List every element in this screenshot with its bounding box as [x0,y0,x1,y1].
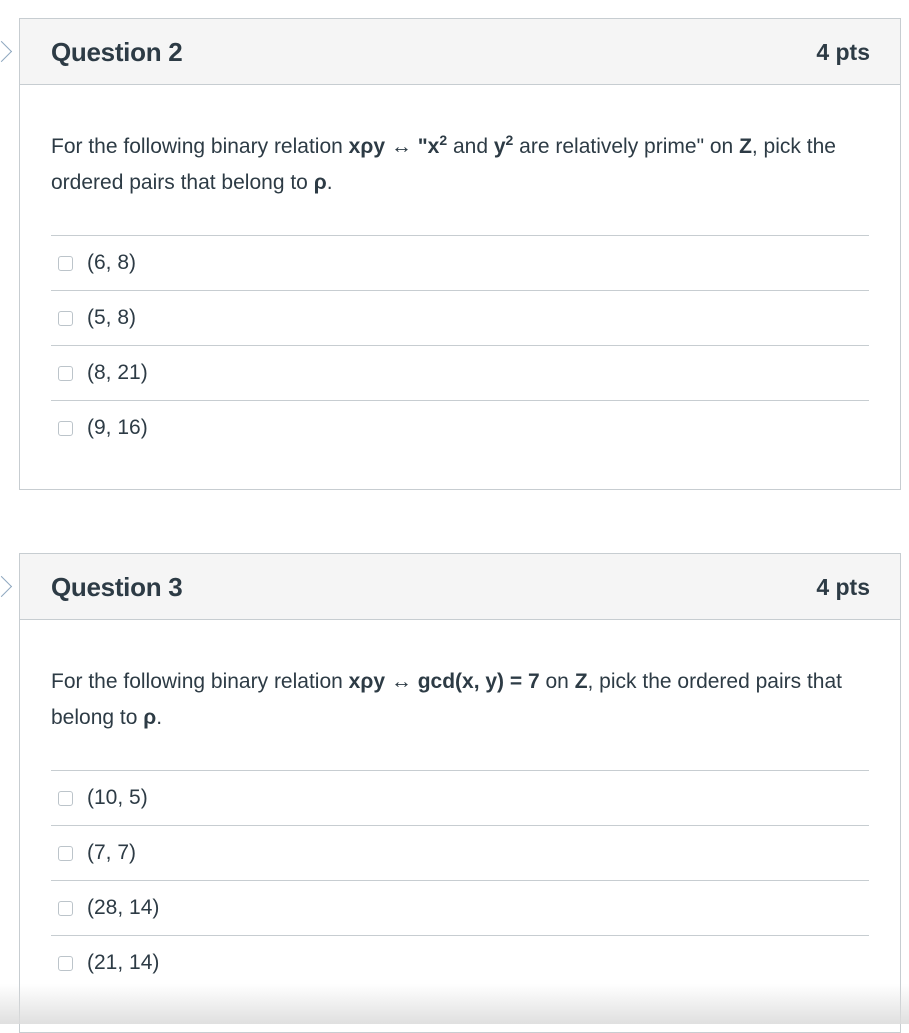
question-title: Question 2 [51,37,183,67]
question-points: 4 pts [816,574,870,600]
question-text: For the following binary relation xρy ↔ "$x^2$ and $y^2$ are relatively prime" on Z, pick the ordered pairs that belong to ρ. [51,132,836,194]
answer-checkbox[interactable] [58,956,73,971]
answer-checkbox[interactable] [58,901,73,916]
answer-label[interactable]: (7, 7) [87,841,137,864]
answer-option[interactable] [51,290,869,345]
answer-option[interactable] [51,400,869,455]
answer-checkbox[interactable] [58,256,73,271]
question-2-card [19,18,901,490]
expand-chevron-icon[interactable] [0,41,12,62]
expand-chevron-icon[interactable] [0,576,12,597]
answer-option[interactable] [51,770,869,825]
answer-label[interactable]: (9, 16) [87,416,148,439]
question-body [20,85,900,455]
answer-option[interactable] [51,880,869,935]
question-header [20,19,900,85]
answer-label[interactable]: (28, 14) [87,896,160,919]
question-header [20,554,900,620]
bottom-shadow [0,984,909,1024]
answer-checkbox[interactable] [58,791,73,806]
answer-label[interactable]: (10, 5) [87,786,148,809]
question-title: Question 3 [51,572,183,602]
answer-checkbox[interactable] [58,366,73,381]
answer-option[interactable] [51,235,869,290]
answer-checkbox[interactable] [58,311,73,326]
question-3-card [19,553,901,1033]
answer-list [51,770,869,990]
answer-label[interactable]: (6, 8) [87,251,137,274]
answer-label[interactable]: (21, 14) [87,951,160,974]
question-points: 4 pts [816,39,870,65]
answer-checkbox[interactable] [58,846,73,861]
answer-option[interactable] [51,345,869,400]
answer-list [51,235,869,455]
answer-label[interactable]: (8, 21) [87,361,148,384]
answer-option[interactable] [51,825,869,880]
question-text: For the following binary relation xρy ↔ gcd(x, y) = 7 on Z, pick the ordered pairs that belong to ρ. [51,670,842,729]
answer-label[interactable]: (5, 8) [87,306,137,329]
question-body [20,620,900,990]
answer-checkbox[interactable] [58,421,73,436]
answer-option[interactable] [51,935,869,990]
